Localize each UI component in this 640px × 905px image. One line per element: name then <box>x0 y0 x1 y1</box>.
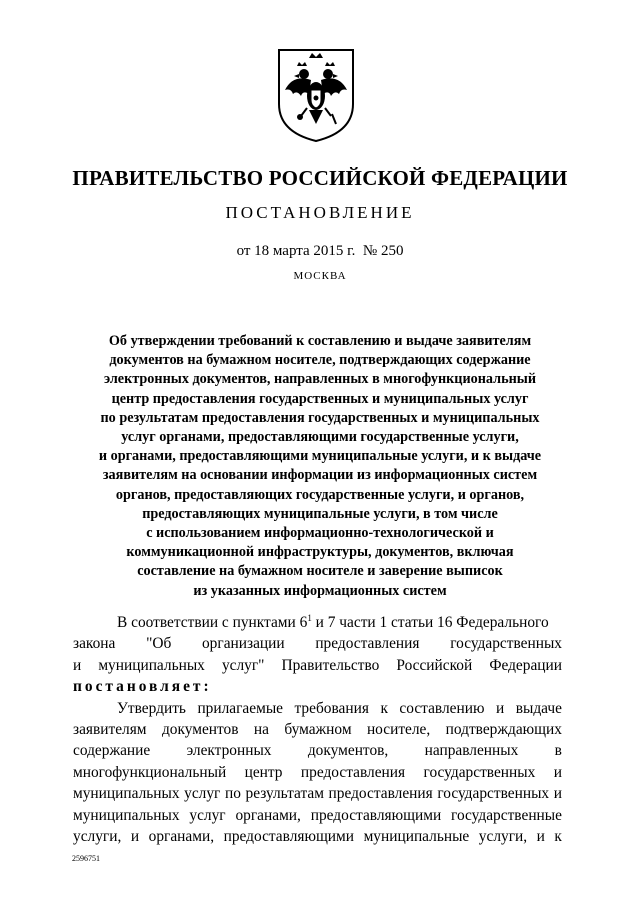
document-footer-code: 2596751 <box>72 854 100 863</box>
body-word: предоставляющими <box>310 806 442 824</box>
body-word: прилагаемые <box>197 699 284 717</box>
body-word: к <box>554 828 562 846</box>
body-word: государственных <box>437 785 550 803</box>
document-date-number: от 18 марта 2015 г. № 250 <box>236 243 404 259</box>
body-word: муниципальных <box>73 806 180 824</box>
subject-line: документов на бумажном носителе, подтверждающих содержание <box>109 352 531 369</box>
coat-of-arms-emblem <box>273 44 359 144</box>
body-word: организации <box>201 635 285 653</box>
document-type: ПОСТАНОВЛЕНИЕ <box>225 203 415 222</box>
double-headed-eagle-icon <box>273 44 359 144</box>
subject-line: по результатам предоставления государственных и муниципальных <box>100 409 540 426</box>
body-word: по <box>224 785 241 803</box>
body-word: услуг <box>189 806 226 824</box>
subject-line: и органами, предоставляющими муниципальные услуги, и к выдаче <box>98 448 542 465</box>
body-line <box>73 612 562 633</box>
body-word: и <box>495 699 505 717</box>
body-word: заявителям <box>73 721 147 739</box>
subject-line: органов, предоставляющих государственные услуги, и органов, <box>115 486 525 503</box>
body-word: и <box>130 828 140 846</box>
subject-line: электронных документов, направленных в многофункциональный <box>103 371 537 388</box>
body-word: в <box>554 742 562 760</box>
body-word: документов <box>161 721 239 739</box>
subject-line: услуг органами, предоставляющими государственные услуги, <box>121 429 519 446</box>
body-word: органами, <box>235 806 301 824</box>
body-word: содержание <box>73 742 151 760</box>
body-word: и <box>536 828 545 846</box>
body-word: органами, <box>148 828 215 846</box>
subject-line: центр предоставления государственных и муниципальных услуг <box>111 390 529 407</box>
document-subject <box>60 332 580 601</box>
body-word: к <box>380 699 388 717</box>
body-word: Федерации <box>489 656 562 674</box>
body-word: закона <box>73 635 116 653</box>
body-word: услуг <box>184 785 221 803</box>
body-word: муниципальных <box>98 656 205 674</box>
body-word: муниципальных <box>73 785 180 803</box>
body-word: государственных <box>450 635 562 653</box>
body-word: предоставления <box>328 785 433 803</box>
body-word: бумажном <box>284 721 352 739</box>
subject-line: составление на бумажном носителе и заверение выписок <box>137 563 503 580</box>
body-word: центр <box>244 763 283 781</box>
subject-line: Об утверждении требований к составлению и выдаче заявителям <box>108 333 532 349</box>
body-word: муниципальные <box>363 828 470 846</box>
body-word: подтверждающих <box>445 721 562 739</box>
body-word: электронных <box>186 742 272 760</box>
body-line <box>73 719 562 740</box>
subject-line: из указанных информационных систем <box>193 582 447 599</box>
subject-line: заявителям на основании информации из информационных систем <box>102 467 538 484</box>
body-word: носителе, <box>366 721 431 739</box>
body-line <box>73 762 562 783</box>
body-line <box>73 655 562 676</box>
body-line <box>73 805 562 826</box>
body-text-fragment: В соответствии с пунктами 6 <box>117 614 308 631</box>
body-word: "Об <box>146 635 172 653</box>
subject-line: предоставляющих муниципальные услуги, в том числе <box>142 505 498 522</box>
body-line <box>73 783 562 804</box>
body-word: документов, <box>307 742 389 760</box>
body-line <box>73 698 562 719</box>
body-word: многофункциональный <box>73 763 227 781</box>
body-word: требования <box>294 699 369 717</box>
body-word: предоставления <box>300 763 406 781</box>
government-title: ПРАВИТЕЛЬСТВО РОССИЙСКОЙ ФЕДЕРАЦИИ <box>72 166 568 190</box>
body-word: на <box>253 721 269 739</box>
body-word: Утвердить <box>117 699 186 717</box>
body-word: Российской <box>396 656 473 674</box>
body-word: государственных <box>423 763 536 781</box>
body-word: предоставления <box>315 635 420 653</box>
body-line <box>73 826 562 847</box>
body-word: и <box>553 763 562 781</box>
resolution-word: постановляет: <box>73 678 212 696</box>
body-word: услуг" <box>221 656 265 674</box>
body-word: результатам <box>245 785 324 803</box>
body-word: услуги, <box>478 828 528 846</box>
document-city: МОСКВА <box>293 270 347 282</box>
body-word: государственные <box>451 806 562 824</box>
body-word: услуги, <box>73 828 122 846</box>
superscript: 1 <box>307 612 312 623</box>
subject-line: с использованием информационно-технологической и <box>146 525 494 542</box>
body-word: и <box>73 656 82 674</box>
document-body <box>73 612 562 847</box>
body-word: составлению <box>399 699 485 717</box>
body-text-fragment: и 7 части 1 статьи 16 Федерального <box>311 614 549 631</box>
subject-line: коммуникационной инфраструктуры, документов, включая <box>126 544 514 561</box>
body-word: и <box>553 785 562 803</box>
body-line <box>73 740 562 761</box>
body-word: направленных <box>424 742 519 760</box>
body-word: предоставляющими <box>223 828 355 846</box>
body-line <box>73 633 562 654</box>
body-word: Правительство <box>281 656 380 674</box>
body-word: выдаче <box>515 699 562 717</box>
